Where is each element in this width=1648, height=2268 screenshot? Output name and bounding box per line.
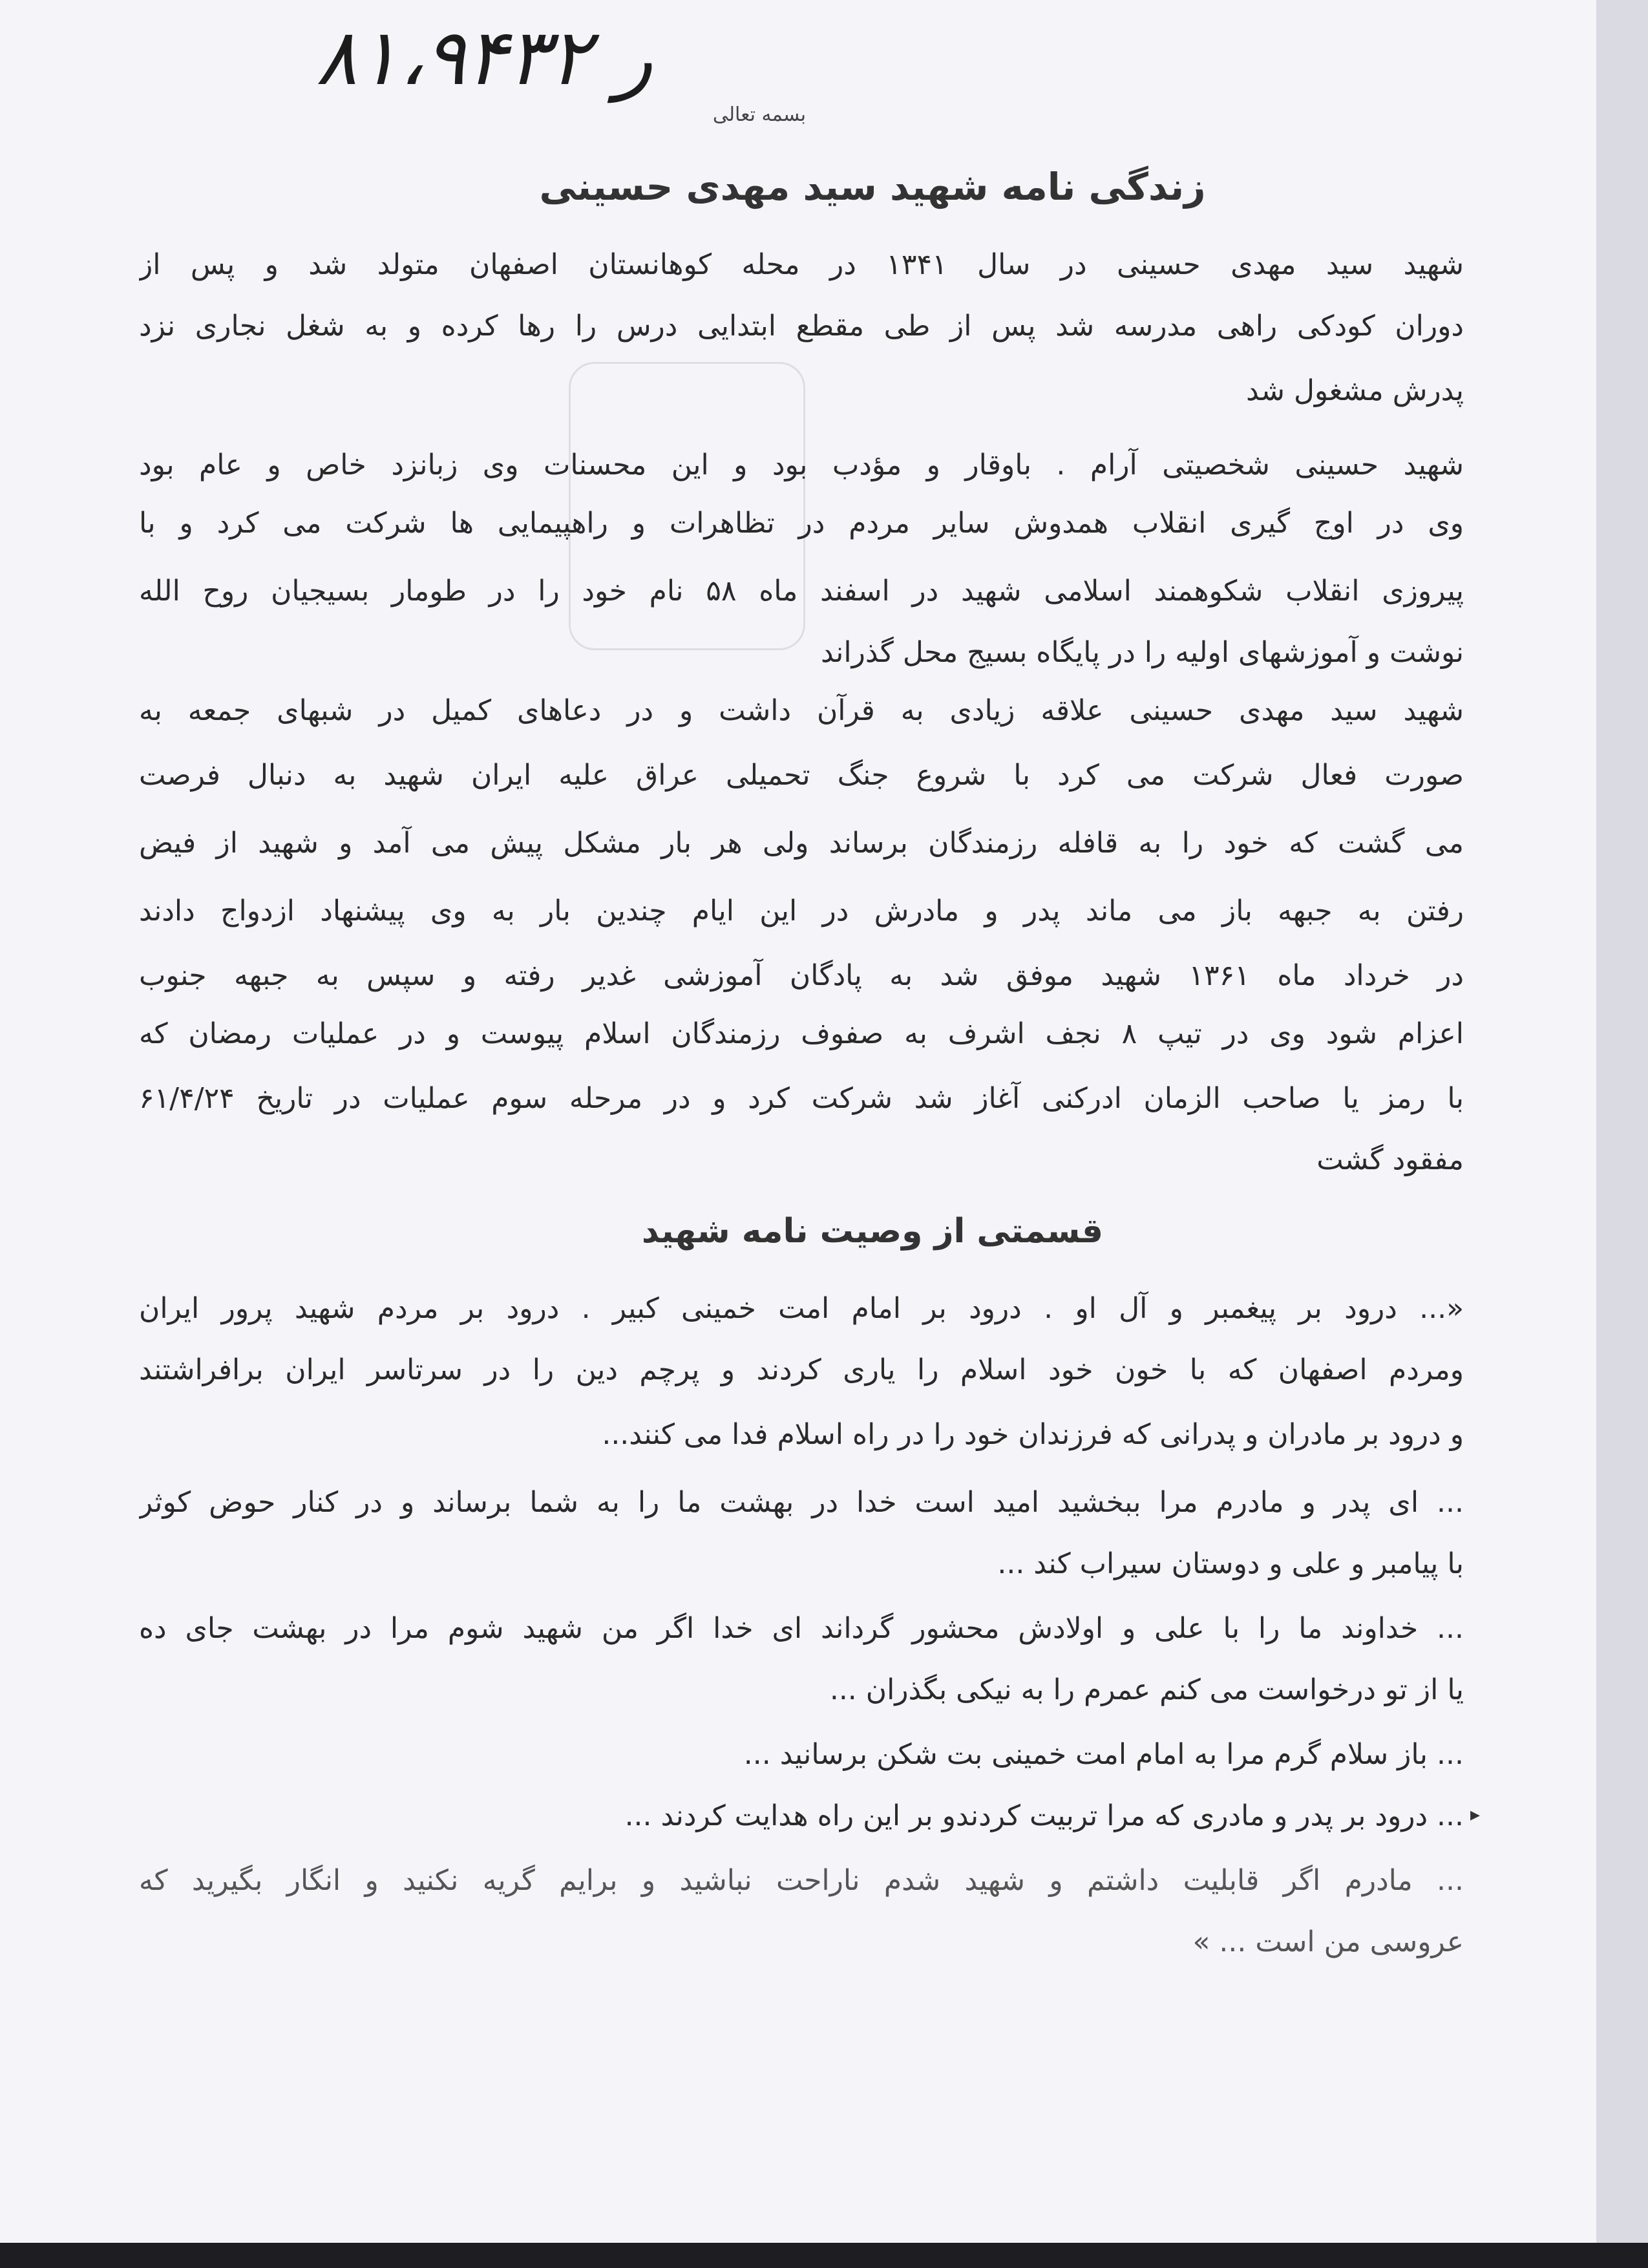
will-line: با پیامبر و علی و دوستان سیراب کند ... bbox=[997, 1547, 1464, 1580]
biography-line: پیروزی انقلاب شکوهمند اسلامی شهید در اسفند ماه ۵۸ نام خود را در طومار بسیجیان روح الله bbox=[139, 575, 1464, 608]
biography-line: در خرداد ماه ۱۳۶۱ شهید موفق شد به پادگان آموزشی غدیر رفته و سپس به جبهه جنوب bbox=[139, 959, 1464, 992]
biography-line: پدرش مشغول شد bbox=[1246, 374, 1464, 407]
will-line: «... درود بر پیغمبر و آل او . درود بر امام امت خمینی کبیر . درود بر مردم شهید پرور ایران bbox=[139, 1292, 1464, 1325]
biography-line: شهید حسینی شخصیتی آرام . باوقار و مؤدب بود و این محسنات وی زبانزد خاص و عام بود bbox=[139, 449, 1464, 482]
biography-line: دوران کودکی راهی مدرسه شد پس از طی مقطع ابتدایی درس را رها کرده و به شغل نجاری نزد bbox=[139, 310, 1464, 343]
biography-line: رفتن به جبهه باز می ماند پدر و مادرش در این ایام چندین بار به وی پیشنهاد ازدواج دادند bbox=[139, 895, 1464, 927]
biography-line: شهید سید مهدی حسینی در سال ۱۳۴۱ در محله کوهانستان اصفهان متولد شد و پس از bbox=[139, 248, 1464, 281]
will-line: ... ای پدر و مادرم مرا ببخشید امید است خدا در بهشت ما را به شما برساند و در کنار حوض کوثر bbox=[139, 1486, 1464, 1519]
will-line: عروسی من است ... » bbox=[1192, 1925, 1464, 1958]
will-line: یا از تو درخواست می کنم عمرم را به نیکی بگذران ... bbox=[829, 1673, 1464, 1706]
will-line: ... خداوند ما را با علی و اولادش محشور گرداند ای خدا اگر من شهید شوم مرا در بهشت جای ده bbox=[139, 1612, 1464, 1645]
will-line: و درود بر مادران و پدرانی که فرزندان خود را در راه اسلام فدا می کنند... bbox=[602, 1418, 1464, 1451]
scanner-edge bbox=[1596, 0, 1648, 2268]
will-line: ... مادرم اگر قابلیت داشتم و شهید شدم ناراحت نباشید و برایم گریه نکنید و انگار بگیرید که bbox=[139, 1864, 1464, 1897]
will-line: ومردم اصفهان که با خون خود اسلام را یاری کردند و پرچم دین را در سرتاسر ایران برافراشتند bbox=[139, 1353, 1464, 1386]
page-title: زندگی نامه شهید سید مهدی حسینی bbox=[539, 165, 1206, 209]
handwritten-file-number: ر ۸۱،۹۴۳۲ bbox=[315, 13, 653, 103]
biography-line: وی در اوج گیری انقلاب همدوش سایر مردم در تظاهرات و راهپیمایی ها شرکت می کرد و با bbox=[139, 507, 1464, 540]
biography-line: می گشت که خود را به قافله رزمندگان برساند ولی هر بار مشکل پیش می آمد و شهید از فیض bbox=[139, 827, 1464, 860]
biography-line: با رمز یا صاحب الزمان ادرکنی آغاز شد شرکت کرد و در مرحله سوم عملیات در تاریخ ۶۱/۴/۲۴ bbox=[139, 1082, 1464, 1115]
will-section-title: قسمتی از وصیت نامه شهید bbox=[641, 1212, 1104, 1251]
bullet-mark: ▸ bbox=[1470, 1803, 1481, 1826]
biography-line: مفقود گشت bbox=[1316, 1143, 1464, 1176]
will-line: ... باز سلام گرم مرا به امام امت خمینی بت شکن برسانید ... bbox=[743, 1738, 1464, 1771]
biography-line: صورت فعال شرکت می کرد با شروع جنگ تحمیلی عراق علیه ایران شهید به دنبال فرصت bbox=[139, 759, 1464, 792]
biography-line: نوشت و آموزشهای اولیه را در پایگاه بسیج محل گذراند bbox=[821, 636, 1464, 669]
will-line: ... درود بر پدر و مادری که مرا تربیت کردندو بر این راه هدایت کردند ... bbox=[624, 1799, 1464, 1832]
biography-line: اعزام شود وی در تیپ ۸ نجف اشرف به صفوف رزمندگان اسلام پیوست و در عملیات رمضان که bbox=[139, 1017, 1464, 1050]
bismillah-header: بسمه تعالی bbox=[712, 103, 807, 126]
scanner-bottom-edge bbox=[0, 2243, 1648, 2268]
biography-line: شهید سید مهدی حسینی علاقه زیادی به قرآن داشت و در دعاهای کمیل در شبهای جمعه به bbox=[139, 694, 1464, 727]
